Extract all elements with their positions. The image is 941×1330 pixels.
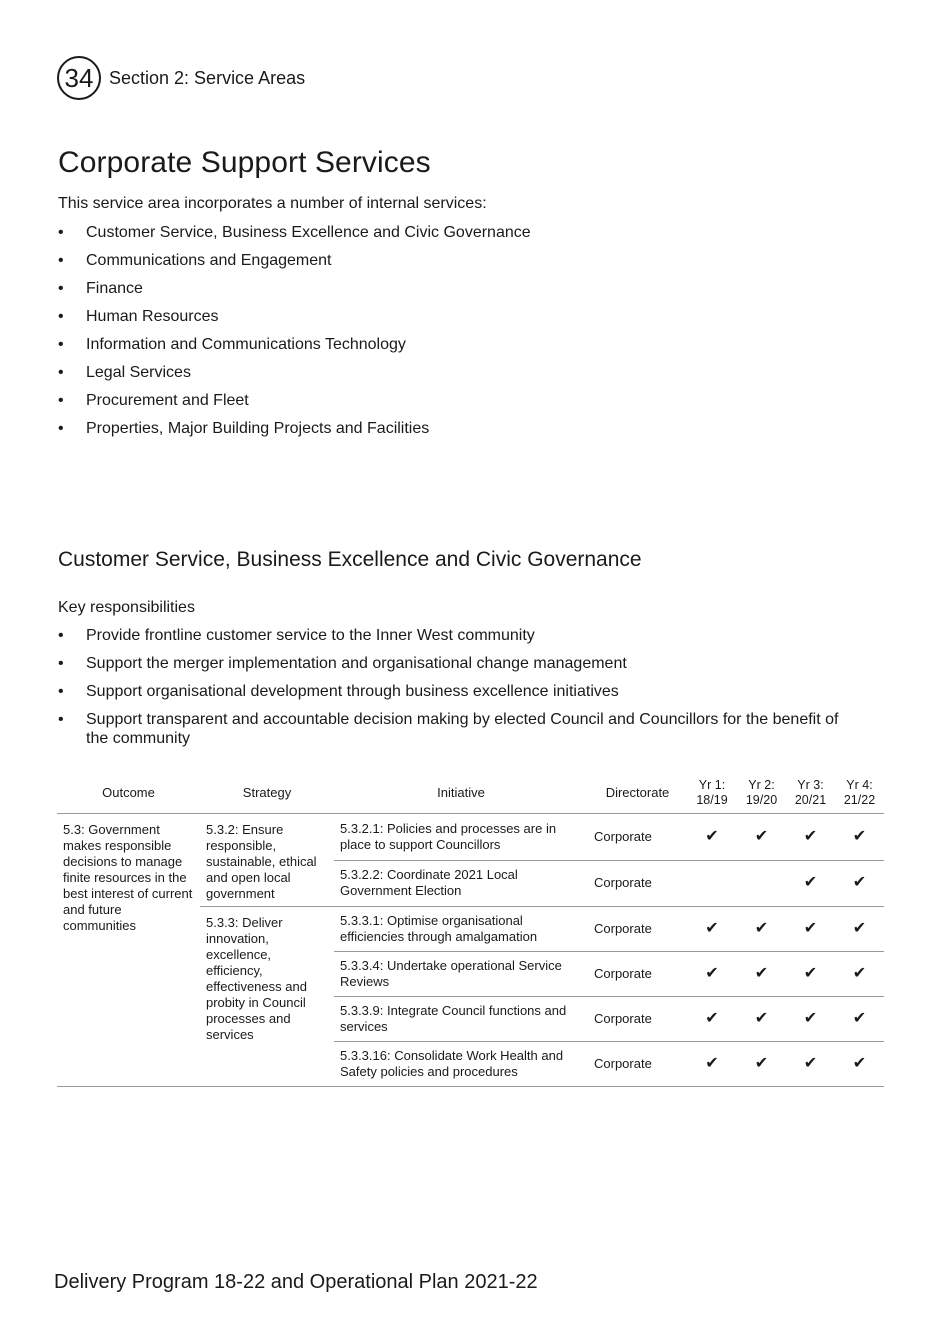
strategy-cell: 5.3.3: Deliver innovation, excellence, efficiency, effectiveness and probity in Council processes and services	[200, 907, 334, 1087]
bullet-icon: •	[58, 655, 64, 672]
header-strategy: Strategy	[200, 773, 334, 814]
header-yr2: Yr 2: 19/20	[737, 773, 786, 814]
check-icon	[687, 860, 737, 907]
check-icon: ✔	[737, 907, 786, 952]
list-item: • Legal Services	[58, 364, 191, 381]
list-item: • Support the merger implementation and organisational change management	[58, 655, 627, 672]
check-icon: ✔	[737, 952, 786, 997]
directorate-cell: Corporate	[588, 907, 687, 952]
header-directorate: Directorate	[588, 773, 687, 814]
check-icon: ✔	[737, 1042, 786, 1087]
check-icon: ✔	[687, 997, 737, 1042]
check-icon: ✔	[786, 907, 835, 952]
check-icon: ✔	[852, 827, 867, 845]
list-item: • Procurement and Fleet	[58, 392, 249, 409]
services-list	[58, 223, 531, 447]
list-item: • Customer Service, Business Excellence and Civic Governance	[58, 224, 531, 241]
bullet-icon: •	[58, 392, 64, 409]
page-title: Corporate Support Services	[58, 146, 431, 179]
list-item: • Information and Communications Technology	[58, 336, 406, 353]
bullet-icon: •	[58, 252, 64, 269]
subsection-title: Customer Service, Business Excellence and Civic Governance	[58, 548, 642, 571]
check-icon	[737, 860, 786, 907]
list-item: • Provide frontline customer service to the Inner West community	[58, 627, 535, 644]
header-initiative: Initiative	[334, 773, 588, 814]
check-icon: ✔	[835, 952, 884, 997]
list-item: • Finance	[58, 280, 143, 297]
check-icon: ✔	[705, 827, 719, 845]
check-icon: ✔	[835, 907, 884, 952]
check-icon: ✔	[786, 997, 835, 1042]
initiative-cell: 5.3.3.9: Integrate Council functions and services	[334, 997, 588, 1042]
bullet-icon: •	[58, 683, 64, 700]
list-item: • Support transparent and accountable decision making by elected Council and Councillors for the benefit of the community	[58, 711, 839, 747]
list-item: • Support organisational development through business excellence initiatives	[58, 683, 619, 700]
bullet-icon: •	[58, 280, 64, 297]
check-icon: ✔	[803, 827, 818, 845]
section-label: Section 2: Service Areas	[109, 67, 306, 88]
outcome-cell: 5.3: Government makes responsible decisions to manage finite resources in the best interest of current and future communities	[57, 814, 200, 1087]
initiative-cell: 5.3.3.16: Consolidate Work Health and Safety policies and procedures	[334, 1042, 588, 1087]
key-responsibilities-label: Key responsibilities	[58, 599, 195, 616]
check-icon: ✔	[835, 997, 884, 1042]
check-icon: ✔	[687, 907, 737, 952]
check-icon: ✔	[786, 952, 835, 997]
bullet-icon: •	[58, 711, 64, 728]
page-header	[57, 56, 305, 100]
check-icon: ✔	[687, 1042, 737, 1087]
check-icon: ✔	[737, 997, 786, 1042]
page-number: 34	[57, 56, 101, 100]
header-yr3: Yr 3: 20/21	[786, 773, 835, 814]
intro-text: This service area incorporates a number of internal services:	[58, 195, 487, 212]
check-icon: ✔	[687, 952, 737, 997]
directorate-cell: Corporate	[588, 997, 687, 1042]
header-yr4: Yr 4: 21/22	[835, 773, 884, 814]
bullet-icon: •	[58, 308, 64, 325]
directorate-cell: Corporate	[588, 860, 687, 907]
check-icon: ✔	[835, 860, 884, 907]
bullet-icon: •	[58, 364, 64, 381]
initiative-cell: 5.3.3.4: Undertake operational Service Reviews	[334, 952, 588, 997]
list-item: • Properties, Major Building Projects and Facilities	[58, 420, 430, 437]
table-header-row	[57, 773, 884, 814]
bullet-icon: •	[58, 420, 64, 437]
responsibilities-list	[58, 626, 848, 757]
directorate-cell: Corporate	[588, 1042, 687, 1087]
check-icon: ✔	[786, 1042, 835, 1087]
directorate-cell: Corporate	[588, 952, 687, 997]
check-icon: ✔	[754, 827, 769, 845]
bullet-icon: •	[58, 224, 64, 241]
plan-table	[57, 773, 884, 1087]
header-yr1: Yr 1: 18/19	[687, 773, 737, 814]
directorate-cell: Corporate	[594, 828, 652, 844]
strategy-cell: 5.3.2: Ensure responsible, sustainable, ethical and open local government	[206, 822, 317, 901]
page-footer: Delivery Program 18-22 and Operational Plan 2021-22	[54, 1271, 538, 1293]
initiative-cell: 5.3.2.1: Policies and processes are in place to support Councillors	[340, 820, 557, 852]
list-item: • Human Resources	[58, 308, 219, 325]
check-icon: ✔	[835, 1042, 884, 1087]
list-item: • Communications and Engagement	[58, 252, 332, 269]
initiative-cell: 5.3.2.2: Coordinate 2021 Local Government Election	[334, 860, 588, 907]
header-outcome: Outcome	[57, 773, 200, 814]
table-row	[57, 814, 884, 861]
initiative-cell: 5.3.3.1: Optimise organisational efficiencies through amalgamation	[334, 907, 588, 952]
check-icon: ✔	[786, 860, 835, 907]
bullet-icon: •	[58, 627, 64, 644]
bullet-icon: •	[58, 336, 64, 353]
